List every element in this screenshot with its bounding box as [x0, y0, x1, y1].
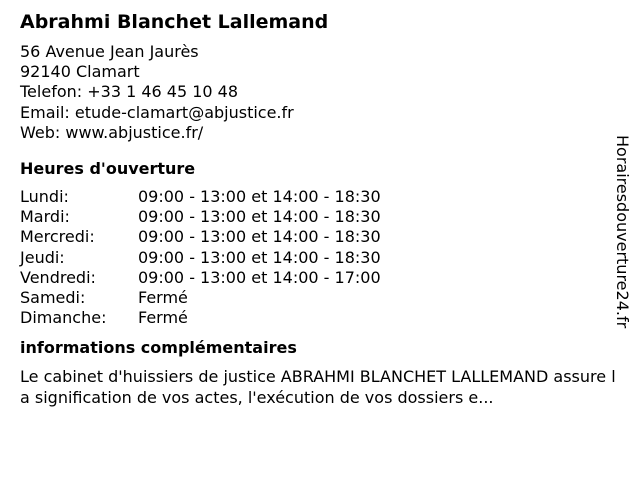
city: 92140 Clamart	[20, 62, 140, 82]
day-label: Lundi:	[20, 187, 69, 207]
day-label: Dimanche:	[20, 308, 107, 328]
additional-info-title: informations complémentaires	[20, 338, 297, 358]
hours-row-sunday	[20, 308, 610, 328]
day-label: Mercredi:	[20, 227, 95, 247]
hours-row-thursday	[20, 248, 610, 268]
hours-row-friday	[20, 268, 610, 288]
time-value: 09:00 - 13:00 et 14:00 - 18:30	[138, 187, 381, 207]
day-label: Vendredi:	[20, 267, 96, 287]
day-label: Mardi:	[20, 207, 70, 227]
time-value: 09:00 - 13:00 et 14:00 - 18:30	[138, 227, 381, 247]
day-label: Samedi:	[20, 288, 86, 308]
time-value: Fermé	[138, 288, 188, 308]
website: Web: www.abjustice.fr/	[20, 122, 204, 142]
street-address: 56 Avenue Jean Jaurès	[20, 42, 199, 61]
site-watermark: Horairesdouverture24.fr	[613, 135, 632, 329]
hours-row-monday	[20, 187, 610, 207]
hours-row-tuesday	[20, 207, 610, 227]
time-value: Fermé	[138, 308, 188, 328]
time-value: 09:00 - 13:00 et 14:00 - 18:30	[138, 207, 381, 227]
business-card	[20, 10, 616, 408]
time-value: 09:00 - 13:00 et 14:00 - 17:00	[138, 267, 381, 287]
opening-hours-table	[20, 187, 610, 328]
business-name: Abrahmi Blanchet Lallemand	[20, 11, 329, 33]
time-value: 09:00 - 13:00 et 14:00 - 18:30	[138, 247, 381, 267]
phone-number: Telefon: +33 1 46 45 10 48	[20, 82, 239, 102]
address-block	[20, 42, 610, 143]
day-label: Jeudi:	[20, 247, 65, 267]
opening-hours-title: Heures d'ouverture	[20, 159, 196, 179]
email-address: Email: etude-clamart@abjustice.fr	[20, 102, 294, 122]
hours-row-wednesday	[20, 227, 610, 247]
additional-info-text: Le cabinet d'huissiers de justice ABRAHMI BLANCHET LALLEMAND assure la signification de vos actes, l'exécution de vos dossiers e...	[20, 367, 616, 407]
hours-row-saturday	[20, 288, 610, 308]
